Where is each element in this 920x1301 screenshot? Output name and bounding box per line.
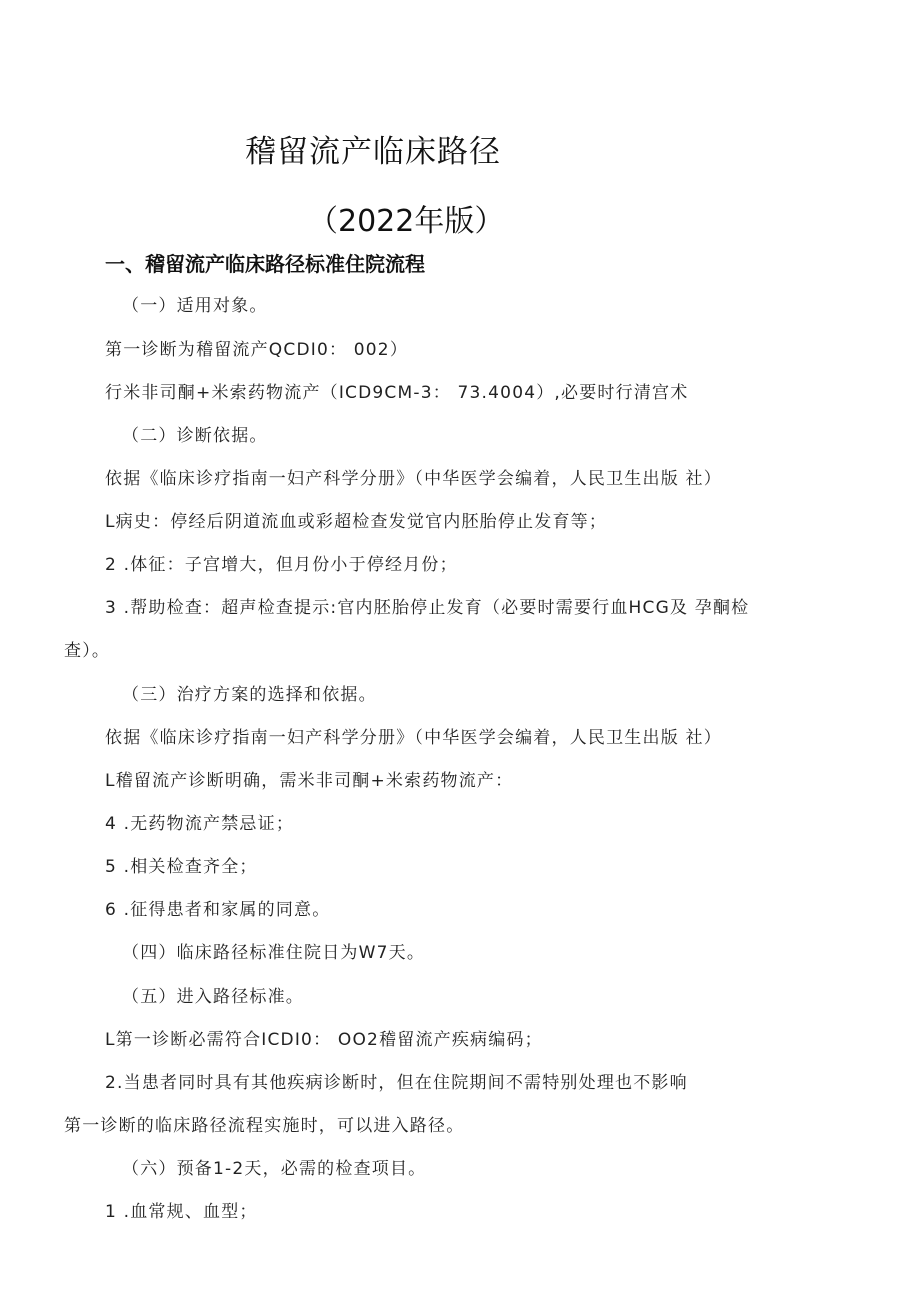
paragraph-line: 依据《临床诊疗指南一妇产科学分册》（中华医学会编着，人民卫生出版 社） — [105, 728, 722, 748]
list-item: 5 .相关检查齐全； — [105, 857, 258, 877]
paragraph-line: 第一诊断为稽留流产QCDI0： 002） — [105, 340, 409, 360]
list-item-continuation: 第一诊断的临床路径流程实施时，可以进入路径。 — [64, 1116, 465, 1136]
list-item: 1 .血常规、血型； — [105, 1202, 258, 1222]
list-item: L第一诊断必需符合ICDI0： OO2稽留流产疾病编码； — [105, 1030, 543, 1050]
document-subtitle: （2022年版） — [308, 204, 505, 239]
list-item: 2.当患者同时具有其他疾病诊断时，但在住院期间不需特别处理也不影响 — [105, 1073, 688, 1093]
section-heading: 一、稽留流产临床路径标准住院流程 — [105, 252, 425, 276]
list-item: 3 .帮助检查：超声检查提示:官内胚胎停止发育（必要时需要行血HCG及 孕酮检 — [105, 598, 750, 618]
subsection-heading-diagnosis: （二）诊断依据。 — [122, 426, 268, 446]
list-item: L病史：停经后阴道流血或彩超检查发觉官内胚胎停止发育等； — [105, 512, 608, 532]
paragraph-line: 行米非司酮+米索药物流产（ICD9CM-3： 73.4004）,必要时行清宫术 — [105, 383, 689, 403]
document-title: 稽留流产临床路径 — [245, 134, 501, 170]
subsection-heading-stay: （四）临床路径标准住院日为W7天。 — [122, 943, 426, 963]
subsection-heading-treatment: （三）治疗方案的选择和依据。 — [122, 685, 377, 705]
list-item-continuation: 查）。 — [64, 641, 111, 661]
subsection-heading-scope: （一）适用对象。 — [122, 296, 268, 316]
paragraph-line: 依据《临床诊疗指南一妇产科学分册》（中华医学会编着，人民卫生出版 社） — [105, 469, 722, 489]
list-item: 2 .体征：子宫增大，但月份小于停经月份； — [105, 555, 458, 575]
list-item: L稽留流产诊断明确，需米非司酮+米索药物流产： — [105, 771, 514, 791]
subsection-heading-criteria: （五）进入路径标准。 — [122, 987, 304, 1007]
subsection-heading-preparation: （六）预备1-2天，必需的检查项目。 — [122, 1159, 427, 1179]
list-item: 6 .征得患者和家属的同意。 — [105, 900, 331, 920]
list-item: 4 .无药物流产禁忌证； — [105, 814, 295, 834]
